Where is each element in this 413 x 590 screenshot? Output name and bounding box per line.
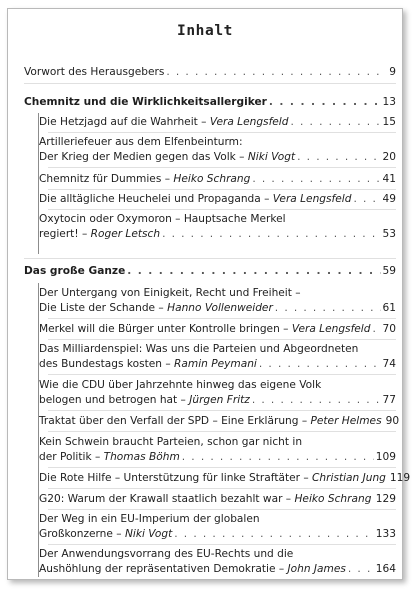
dot-leader — [348, 562, 374, 577]
entry-author: Peter Helmes — [310, 415, 382, 427]
page-number: 90 — [385, 415, 400, 427]
entry-title-line: Kein Schwein braucht Parteien, schon gar nicht in — [39, 436, 303, 448]
toc-entry-g20[interactable] — [39, 492, 396, 507]
entry-author: Niki Vogt — [247, 151, 296, 163]
page-number: 129 — [375, 493, 396, 505]
entry-title-line: Der Anwendungsvorrang des EU-Rechts und die — [39, 548, 294, 560]
page-number: 20 — [382, 151, 396, 163]
dot-leader — [259, 357, 381, 372]
separator — [48, 167, 396, 168]
separator — [48, 488, 396, 489]
toc-entry-spd[interactable] — [39, 414, 400, 429]
entry-author: Vera Lengsfeld — [209, 116, 289, 128]
entry-author: John James — [287, 563, 346, 575]
entry-title-line: Der Untergang von Einigkeit, Recht und Freiheit – — [39, 287, 301, 299]
dot-leader — [182, 450, 374, 465]
toc-entry-hetzjagd[interactable] — [39, 115, 396, 130]
separator — [48, 467, 396, 468]
page-number: 109 — [375, 451, 396, 463]
toc-entry-imperium[interactable] — [39, 512, 396, 542]
toc-entry-heuchelei[interactable] — [39, 192, 396, 207]
dot-leader — [353, 192, 380, 207]
entry-title-line: Artilleriefeuer aus dem Elfenbeinturm: — [39, 136, 243, 148]
dot-leader — [275, 301, 381, 316]
entry-title: der Politik – — [39, 451, 104, 463]
separator — [48, 544, 396, 545]
entry-author: Thomas Böhm — [103, 451, 180, 463]
toc-entry-hilfe[interactable] — [39, 471, 411, 486]
entry-title: Die Rote Hilfe – Unterstützung für linke Straftäter – — [39, 472, 313, 484]
entry-title-line: Das Milliardenspiel: Was uns die Parteien und Abgeordneten — [39, 343, 359, 355]
separator — [48, 431, 396, 432]
toc-section-chemnitz[interactable] — [24, 95, 396, 110]
entry-author: Ramin Peymani — [174, 358, 257, 370]
toc-entry-untergang[interactable] — [39, 286, 396, 316]
entry-title-line: Der Weg in ein EU-Imperium der globalen — [39, 513, 260, 525]
separator — [48, 209, 396, 210]
entry-title: Die alltägliche Heuchelei und Propaganda – — [39, 193, 273, 205]
dot-leader — [166, 65, 382, 80]
entry-author: Heiko Schrang — [173, 173, 251, 185]
page-number: 133 — [375, 528, 396, 540]
toc-entry-oxytocin[interactable] — [39, 212, 396, 242]
page-number: 49 — [382, 193, 396, 205]
toc-title: Inhalt — [177, 23, 233, 39]
dot-leader — [174, 527, 374, 542]
entry-title: belogen und betrogen hat – — [39, 394, 190, 406]
dot-leader — [372, 322, 380, 337]
separator — [48, 339, 396, 340]
toc-entry-vorwort[interactable] — [24, 65, 396, 80]
dot-leader — [162, 227, 380, 242]
entry-author: Vera Lengsfeld — [291, 323, 371, 335]
entry-title: Chemnitz für Dummies – — [39, 173, 174, 185]
separator — [48, 132, 396, 133]
entry-title: Großkonzerne – — [39, 528, 125, 540]
dot-leader — [127, 264, 380, 279]
entry-title: des Bundestags kosten – — [39, 358, 175, 370]
page-number: 74 — [382, 358, 396, 370]
entry-title: Die Hetzjagd auf die Wahrheit – — [39, 116, 210, 128]
toc-entry-vorrang[interactable] — [39, 547, 396, 577]
entry-title-line: Wie die CDU über Jahrzehnte hinweg das eigene Volk — [39, 379, 322, 391]
entry-author: Heiko Schrang — [294, 493, 372, 505]
toc-entry-dummies[interactable] — [39, 172, 396, 187]
entry-author: Hanno Vollenweider — [167, 302, 273, 314]
dot-leader — [269, 95, 381, 110]
separator — [48, 374, 396, 375]
entry-title: Die Liste der Schande – — [39, 302, 168, 314]
page-number: 41 — [382, 173, 396, 185]
page-number: 61 — [382, 302, 396, 314]
dot-leader — [290, 115, 380, 130]
entry-title-line: Oxytocin oder Oxymoron – Hauptsache Merkel — [39, 213, 286, 225]
entry-author: Roger Letsch — [90, 228, 161, 240]
dot-leader — [252, 172, 380, 187]
page-number: 164 — [375, 563, 396, 575]
section-title: Chemnitz und die Wirklichkeitsallergiker — [24, 96, 267, 108]
toc-entry-cdu[interactable] — [39, 378, 396, 408]
toc-entry-schwein[interactable] — [39, 435, 396, 465]
separator — [48, 318, 396, 319]
entry-author: Vera Lengsfeld — [272, 193, 352, 205]
section-title: Das große Ganze — [24, 265, 126, 277]
toc-entry-artillerie[interactable] — [39, 135, 396, 165]
page-number: 53 — [382, 228, 396, 240]
page-number: 59 — [382, 265, 396, 277]
toc-entry-milliardenspiel[interactable] — [39, 342, 396, 372]
separator — [48, 410, 396, 411]
entry-title: Aushöhlung der repräsentativen Demokratie – — [39, 563, 288, 575]
page-number: 13 — [382, 96, 396, 108]
dot-leader — [252, 393, 381, 408]
separator — [48, 189, 396, 190]
page-number: 9 — [389, 66, 396, 78]
toc-entry-kontrolle[interactable] — [39, 322, 396, 337]
separator — [24, 258, 396, 259]
page-number: 70 — [382, 323, 396, 335]
separator — [24, 83, 396, 84]
entry-author: Niki Vogt — [124, 528, 173, 540]
entry-title: Traktat über den Verfall der SPD – Eine Erklärung – — [39, 415, 311, 427]
entry-title: Vorwort des Herausgebers — [24, 66, 165, 78]
page-number: 119 — [389, 472, 411, 484]
entry-title: regiert! – — [39, 228, 91, 240]
entry-title: G20: Warum der Krawall staatlich bezahlt war – — [39, 493, 295, 505]
dot-leader — [297, 150, 380, 165]
entry-title: Merkel will die Bürger unter Kontrolle bringen – — [39, 323, 292, 335]
entry-author: Jürgen Fritz — [189, 394, 250, 406]
page-number: 77 — [382, 394, 396, 406]
entry-title: Der Krieg der Medien gegen das Volk – — [39, 151, 248, 163]
toc-page — [7, 8, 411, 580]
page-number: 15 — [382, 116, 396, 128]
toc-section-ganze[interactable] — [24, 264, 396, 279]
separator — [48, 509, 396, 510]
entry-author: Christian Jung — [312, 472, 386, 484]
